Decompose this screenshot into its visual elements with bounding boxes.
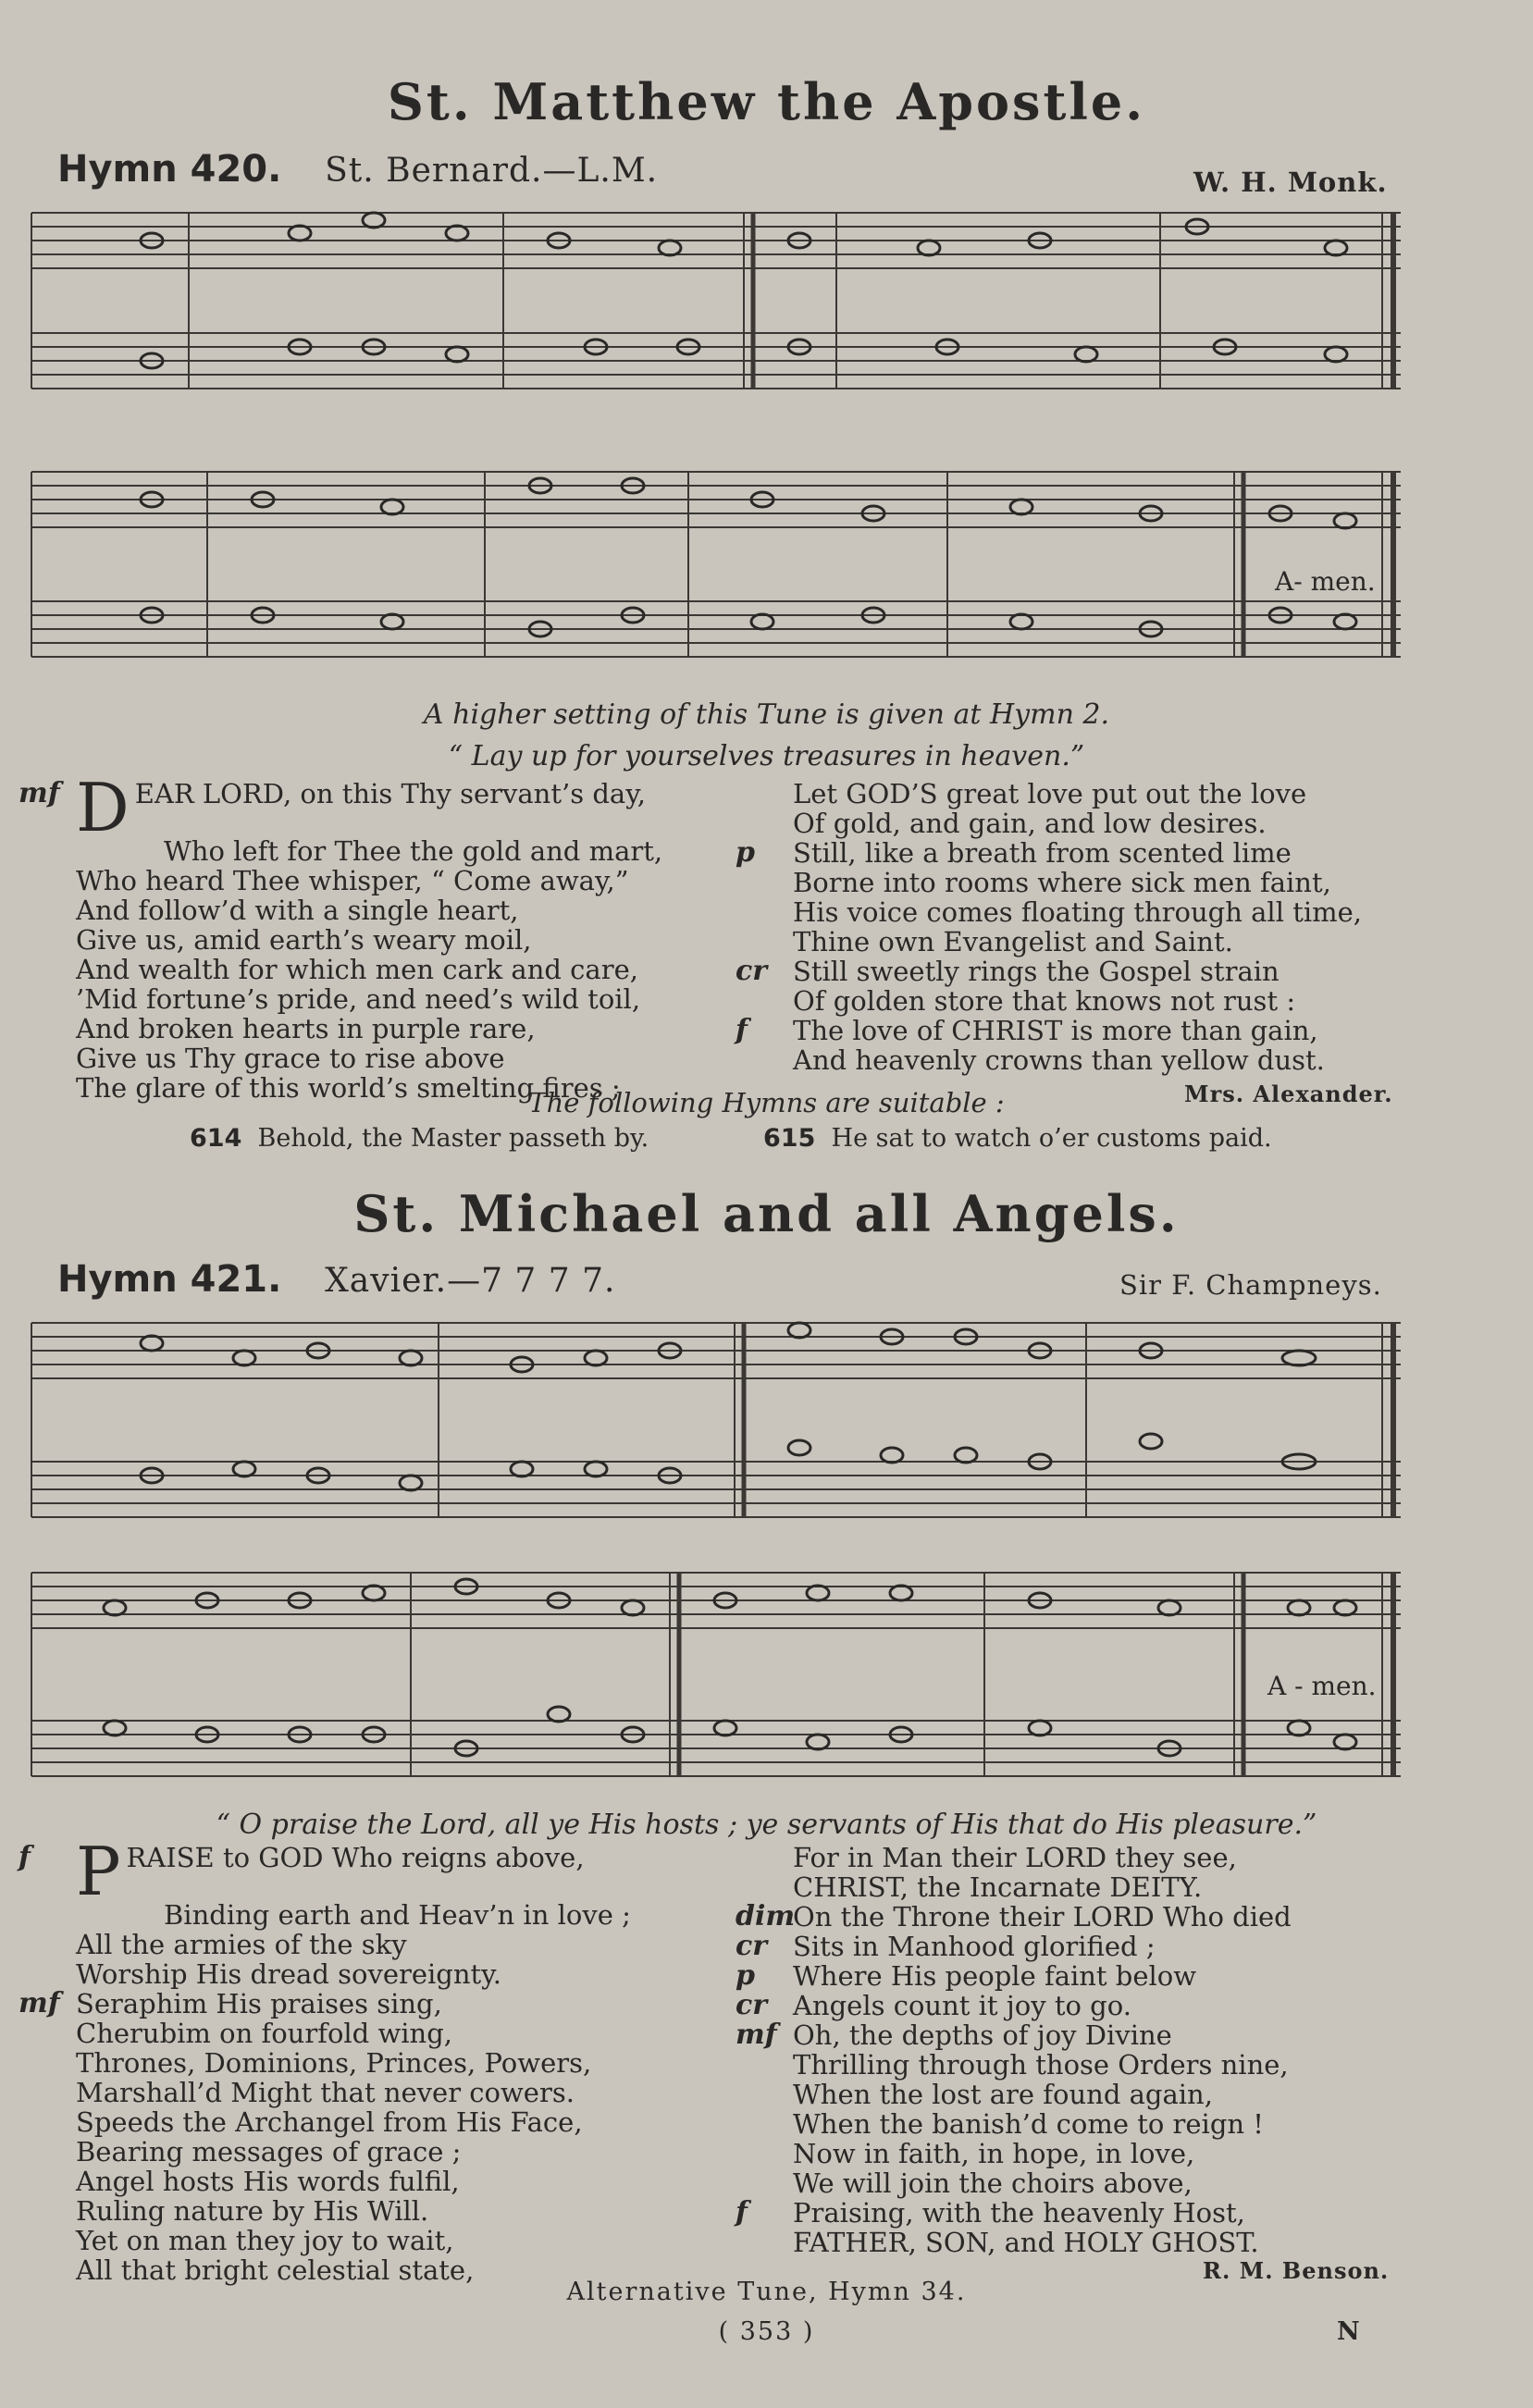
verse-line <box>736 1961 1531 1991</box>
verse-text: Angels count it joy to go. <box>793 1990 1131 2021</box>
dynamic-marking <box>19 1959 76 1989</box>
verse-line <box>736 1843 1531 1872</box>
dynamic-marking <box>19 2107 76 2137</box>
epigraph: “ Lay up for yourselves treasures in heaven.” <box>448 740 1085 772</box>
dynamic-marking <box>736 986 793 1016</box>
verse-text: Of golden store that knows not rust : <box>793 985 1296 1017</box>
verse-line <box>736 2228 1531 2257</box>
verse-text: All that bright celestial state, <box>76 2254 475 2286</box>
verse-text: Marshall’d Might that never cowers. <box>76 2077 575 2108</box>
verse-text: Oh, the depths of joy Divine <box>793 2019 1172 2051</box>
verse-text: Sits in Manhood glorified ; <box>793 1931 1156 1962</box>
verse-line <box>736 2020 1531 2050</box>
verse-line <box>19 925 749 955</box>
music-score-421-line2 <box>22 1554 1410 1804</box>
dynamic-marking <box>19 1930 76 1959</box>
hymn-420-heading <box>57 148 658 191</box>
verse-line <box>19 1930 749 1959</box>
verse-line <box>19 2167 749 2196</box>
dynamic-marking: cr <box>736 1989 768 2021</box>
author: R. M. Benson. <box>1203 2257 1390 2284</box>
verse-line <box>19 866 749 895</box>
dynamic-marking: f <box>736 2196 748 2229</box>
verse-text: Thrones, Dominions, Princes, Powers, <box>76 2047 592 2079</box>
verses-right-420 <box>736 779 1531 1075</box>
verse-text: Angel hosts His words fulfil, <box>76 2166 460 2197</box>
hymn-number: Hymn 420. <box>57 148 282 191</box>
verse-text: Of gold, and gain, and low desires. <box>793 808 1267 839</box>
dynamic-marking <box>19 2019 76 2048</box>
verses-left-421 <box>19 1833 749 2286</box>
composer: Sir F. Champneys. <box>1119 1269 1382 1301</box>
dynamic-marking <box>736 897 793 927</box>
music-score-421-line1 <box>22 1304 1410 1545</box>
verse-text: Bearing messages of grace ; <box>76 2136 462 2167</box>
dynamic-marking <box>19 2196 76 2226</box>
verse-text: We will join the choirs above, <box>793 2167 1193 2199</box>
dynamic-marking <box>736 2080 793 2109</box>
dynamic-marking: mf <box>736 2019 777 2051</box>
drop-cap: D <box>76 769 130 846</box>
dynamic-marking <box>736 1045 793 1075</box>
verse-line <box>19 2048 749 2078</box>
dynamic-marking <box>19 1014 76 1043</box>
verse-text: Who heard Thee whisper, “ Come away,” <box>76 865 629 896</box>
verse-line <box>736 2139 1531 2168</box>
verse-text: Binding earth and Heav’n in love ; <box>164 1899 631 1931</box>
dynamic-marking <box>19 984 76 1014</box>
dynamic-marking: p <box>736 836 755 869</box>
drop-cap: P <box>76 1833 121 1910</box>
verse-text: The love of CHRIST is more than gain, <box>793 1015 1318 1046</box>
verse-text: Still, like a breath from scented lime <box>793 837 1292 869</box>
verse-line <box>19 2019 749 2048</box>
verse-line <box>19 2196 749 2226</box>
verse-line <box>736 2198 1531 2228</box>
verse-text: FATHER, SON, and HOLY GHOST. <box>793 2227 1259 2258</box>
verse-line <box>19 895 749 925</box>
verse-text: Where His people faint below <box>793 1960 1197 1992</box>
verse-line <box>19 2107 749 2137</box>
dynamic-marking: dim <box>736 1900 796 1933</box>
verse-line <box>736 986 1531 1016</box>
verses-left-420 <box>19 769 749 1104</box>
verse-text: Praising, with the heavenly Host, <box>793 2197 1245 2229</box>
verse-line <box>19 1959 749 1989</box>
verse-line <box>736 838 1531 868</box>
dynamic-marking <box>736 2139 793 2168</box>
dynamic-marking <box>19 1043 76 1073</box>
dynamic-marking: mf <box>19 777 60 809</box>
verse-line <box>736 2050 1531 2080</box>
dynamic-marking: f <box>19 1841 31 1873</box>
section-title-st-michael: St. Michael and all Angels. <box>353 1184 1180 1243</box>
dynamic-marking <box>736 2050 793 2080</box>
verse-text: And heavenly crowns than yellow dust. <box>793 1044 1325 1076</box>
verse-line <box>19 2137 749 2167</box>
dynamic-marking <box>736 1872 793 1902</box>
verse-line <box>19 1014 749 1043</box>
verse-text: And follow’d with a single heart, <box>76 895 519 926</box>
verse-text: CHRIST, the Incarnate DEITY. <box>793 1871 1203 1903</box>
verse-text: When the lost are found again, <box>793 2079 1213 2110</box>
dynamic-marking <box>19 2167 76 2196</box>
signature-mark: N <box>1337 2317 1362 2346</box>
verse-text: Ruling nature by His Will. <box>76 2195 429 2227</box>
dynamic-marking <box>19 866 76 895</box>
dynamic-marking <box>736 2228 793 2257</box>
verse-text: EAR LORD, on this Thy servant’s day, <box>134 778 646 809</box>
verse-text: Speeds the Archangel from His Face, <box>76 2106 583 2138</box>
verse-text: On the Throne their LORD Who died <box>793 1901 1292 1933</box>
verse-line <box>736 2080 1531 2109</box>
verse-line <box>736 868 1531 897</box>
verse-text: Seraphim His praises sing, <box>76 1988 442 2019</box>
dynamic-marking: mf <box>19 1987 60 2019</box>
suitable-heading: The following Hymns are suitable : <box>528 1087 1005 1118</box>
dynamic-marking <box>19 2048 76 2078</box>
dynamic-marking <box>736 2168 793 2198</box>
amen-label: A - men. <box>1267 1671 1377 1701</box>
verse-line <box>736 897 1531 927</box>
dynamic-marking <box>19 2137 76 2167</box>
verse-line <box>736 1045 1531 1075</box>
verse-line <box>736 927 1531 957</box>
hymn-421-heading <box>57 1258 615 1301</box>
verse-text: Yet on man they joy to wait, <box>76 2225 454 2256</box>
verse-text: Thrilling through those Orders nine, <box>793 2049 1289 2081</box>
suitable-title: He sat to watch o’er customs paid. <box>831 1124 1272 1153</box>
verse-line <box>19 955 749 984</box>
page-number: ( 353 ) <box>718 2317 815 2346</box>
verse-text: And wealth for which men cark and care, <box>76 954 638 985</box>
verse-line <box>736 1016 1531 1045</box>
verse-line <box>19 1833 749 1910</box>
setting-note: A higher setting of this Tune is given at Hymn 2. <box>423 698 1110 731</box>
dynamic-marking <box>736 779 793 809</box>
verse-text: ’Mid fortune’s pride, and need’s wild toil, <box>76 983 641 1015</box>
verse-line <box>736 1872 1531 1902</box>
tune-name: St. Bernard.—L.M. <box>325 152 659 190</box>
verse-line <box>736 779 1531 809</box>
verse-line <box>19 1043 749 1073</box>
verse-text: And broken hearts in purple rare, <box>76 1013 536 1044</box>
dynamic-marking <box>19 955 76 984</box>
verse-text: Borne into rooms where sick men faint, <box>793 867 1331 898</box>
dynamic-marking <box>736 927 793 957</box>
suitable-title: Behold, the Master passeth by. <box>257 1124 649 1153</box>
verse-text: Cherubim on fourfold wing, <box>76 2018 453 2049</box>
tune-name: Xavier.—7 7 7 7. <box>325 1262 616 1300</box>
dynamic-marking <box>736 2109 793 2139</box>
verse-text: Now in faith, in hope, in love, <box>793 2138 1195 2169</box>
verse-line <box>19 2226 749 2255</box>
verse-text: Who left for Thee the gold and mart, <box>164 835 663 867</box>
amen-label: A- men. <box>1275 566 1376 597</box>
suitable-number: 614 <box>190 1124 242 1153</box>
dynamic-marking <box>736 809 793 838</box>
epigraph: “ O praise the Lord, all ye His hosts ; ye servants of His that do His pleasure.” <box>216 1809 1317 1841</box>
verse-text: Give us Thy grace to rise above <box>76 1043 505 1074</box>
verse-line <box>19 1989 749 2019</box>
verse-text: When the banish’d come to reign ! <box>793 2108 1264 2140</box>
verse-line <box>736 2168 1531 2198</box>
suitable-hymn-615 <box>763 1124 1272 1153</box>
dynamic-marking <box>19 2226 76 2255</box>
verse-line <box>19 984 749 1014</box>
dynamic-marking <box>736 1843 793 1872</box>
dynamic-marking <box>19 1900 76 1930</box>
verse-line <box>19 836 749 866</box>
verse-text: Give us, amid earth’s weary moil, <box>76 924 532 956</box>
section-title-st-matthew: St. Matthew the Apostle. <box>387 72 1146 131</box>
verse-line <box>736 1902 1531 1932</box>
verses-right-421 <box>736 1843 1531 2257</box>
suitable-number: 615 <box>763 1124 816 1153</box>
verse-text: RAISE to GOD Who reigns above, <box>126 1842 585 1873</box>
dynamic-marking: cr <box>736 955 768 987</box>
verse-text: For in Man their LORD they see, <box>793 1842 1237 1873</box>
verse-line <box>736 957 1531 986</box>
dynamic-marking: cr <box>736 1930 768 1962</box>
suitable-hymn-614 <box>190 1124 649 1153</box>
verse-text: Thine own Evangelist and Saint. <box>793 926 1233 957</box>
verse-text: His voice comes floating through all time, <box>793 896 1363 928</box>
dynamic-marking <box>19 895 76 925</box>
verse-line <box>19 2078 749 2107</box>
verse-text: The glare of this world’s smelting fires ; <box>76 1072 621 1104</box>
dynamic-marking <box>19 836 76 866</box>
dynamic-marking: f <box>736 1014 748 1046</box>
verse-text: All the armies of the sky <box>76 1929 407 1960</box>
verse-text: Worship His dread sovereignty. <box>76 1958 501 1990</box>
verse-line <box>736 2109 1531 2139</box>
dynamic-marking <box>19 2078 76 2107</box>
music-score-420-line1 <box>22 194 1410 444</box>
verse-text: Let GOD’S great love put out the love <box>793 778 1307 809</box>
verse-line <box>736 809 1531 838</box>
dynamic-marking <box>19 925 76 955</box>
verse-line <box>19 769 749 846</box>
composer: W. H. Monk. <box>1193 167 1388 198</box>
hymn-number: Hymn 421. <box>57 1258 282 1301</box>
verse-line <box>736 1932 1531 1961</box>
verse-line <box>736 1991 1531 2020</box>
verse-line <box>19 1900 749 1930</box>
music-score-420-line2 <box>22 453 1410 694</box>
author: Mrs. Alexander. <box>1184 1081 1393 1107</box>
alternative-tune: Alternative Tune, Hymn 34. <box>566 2278 967 2306</box>
verse-text: Still sweetly rings the Gospel strain <box>793 956 1280 987</box>
dynamic-marking: p <box>736 1959 755 1992</box>
dynamic-marking <box>736 868 793 897</box>
